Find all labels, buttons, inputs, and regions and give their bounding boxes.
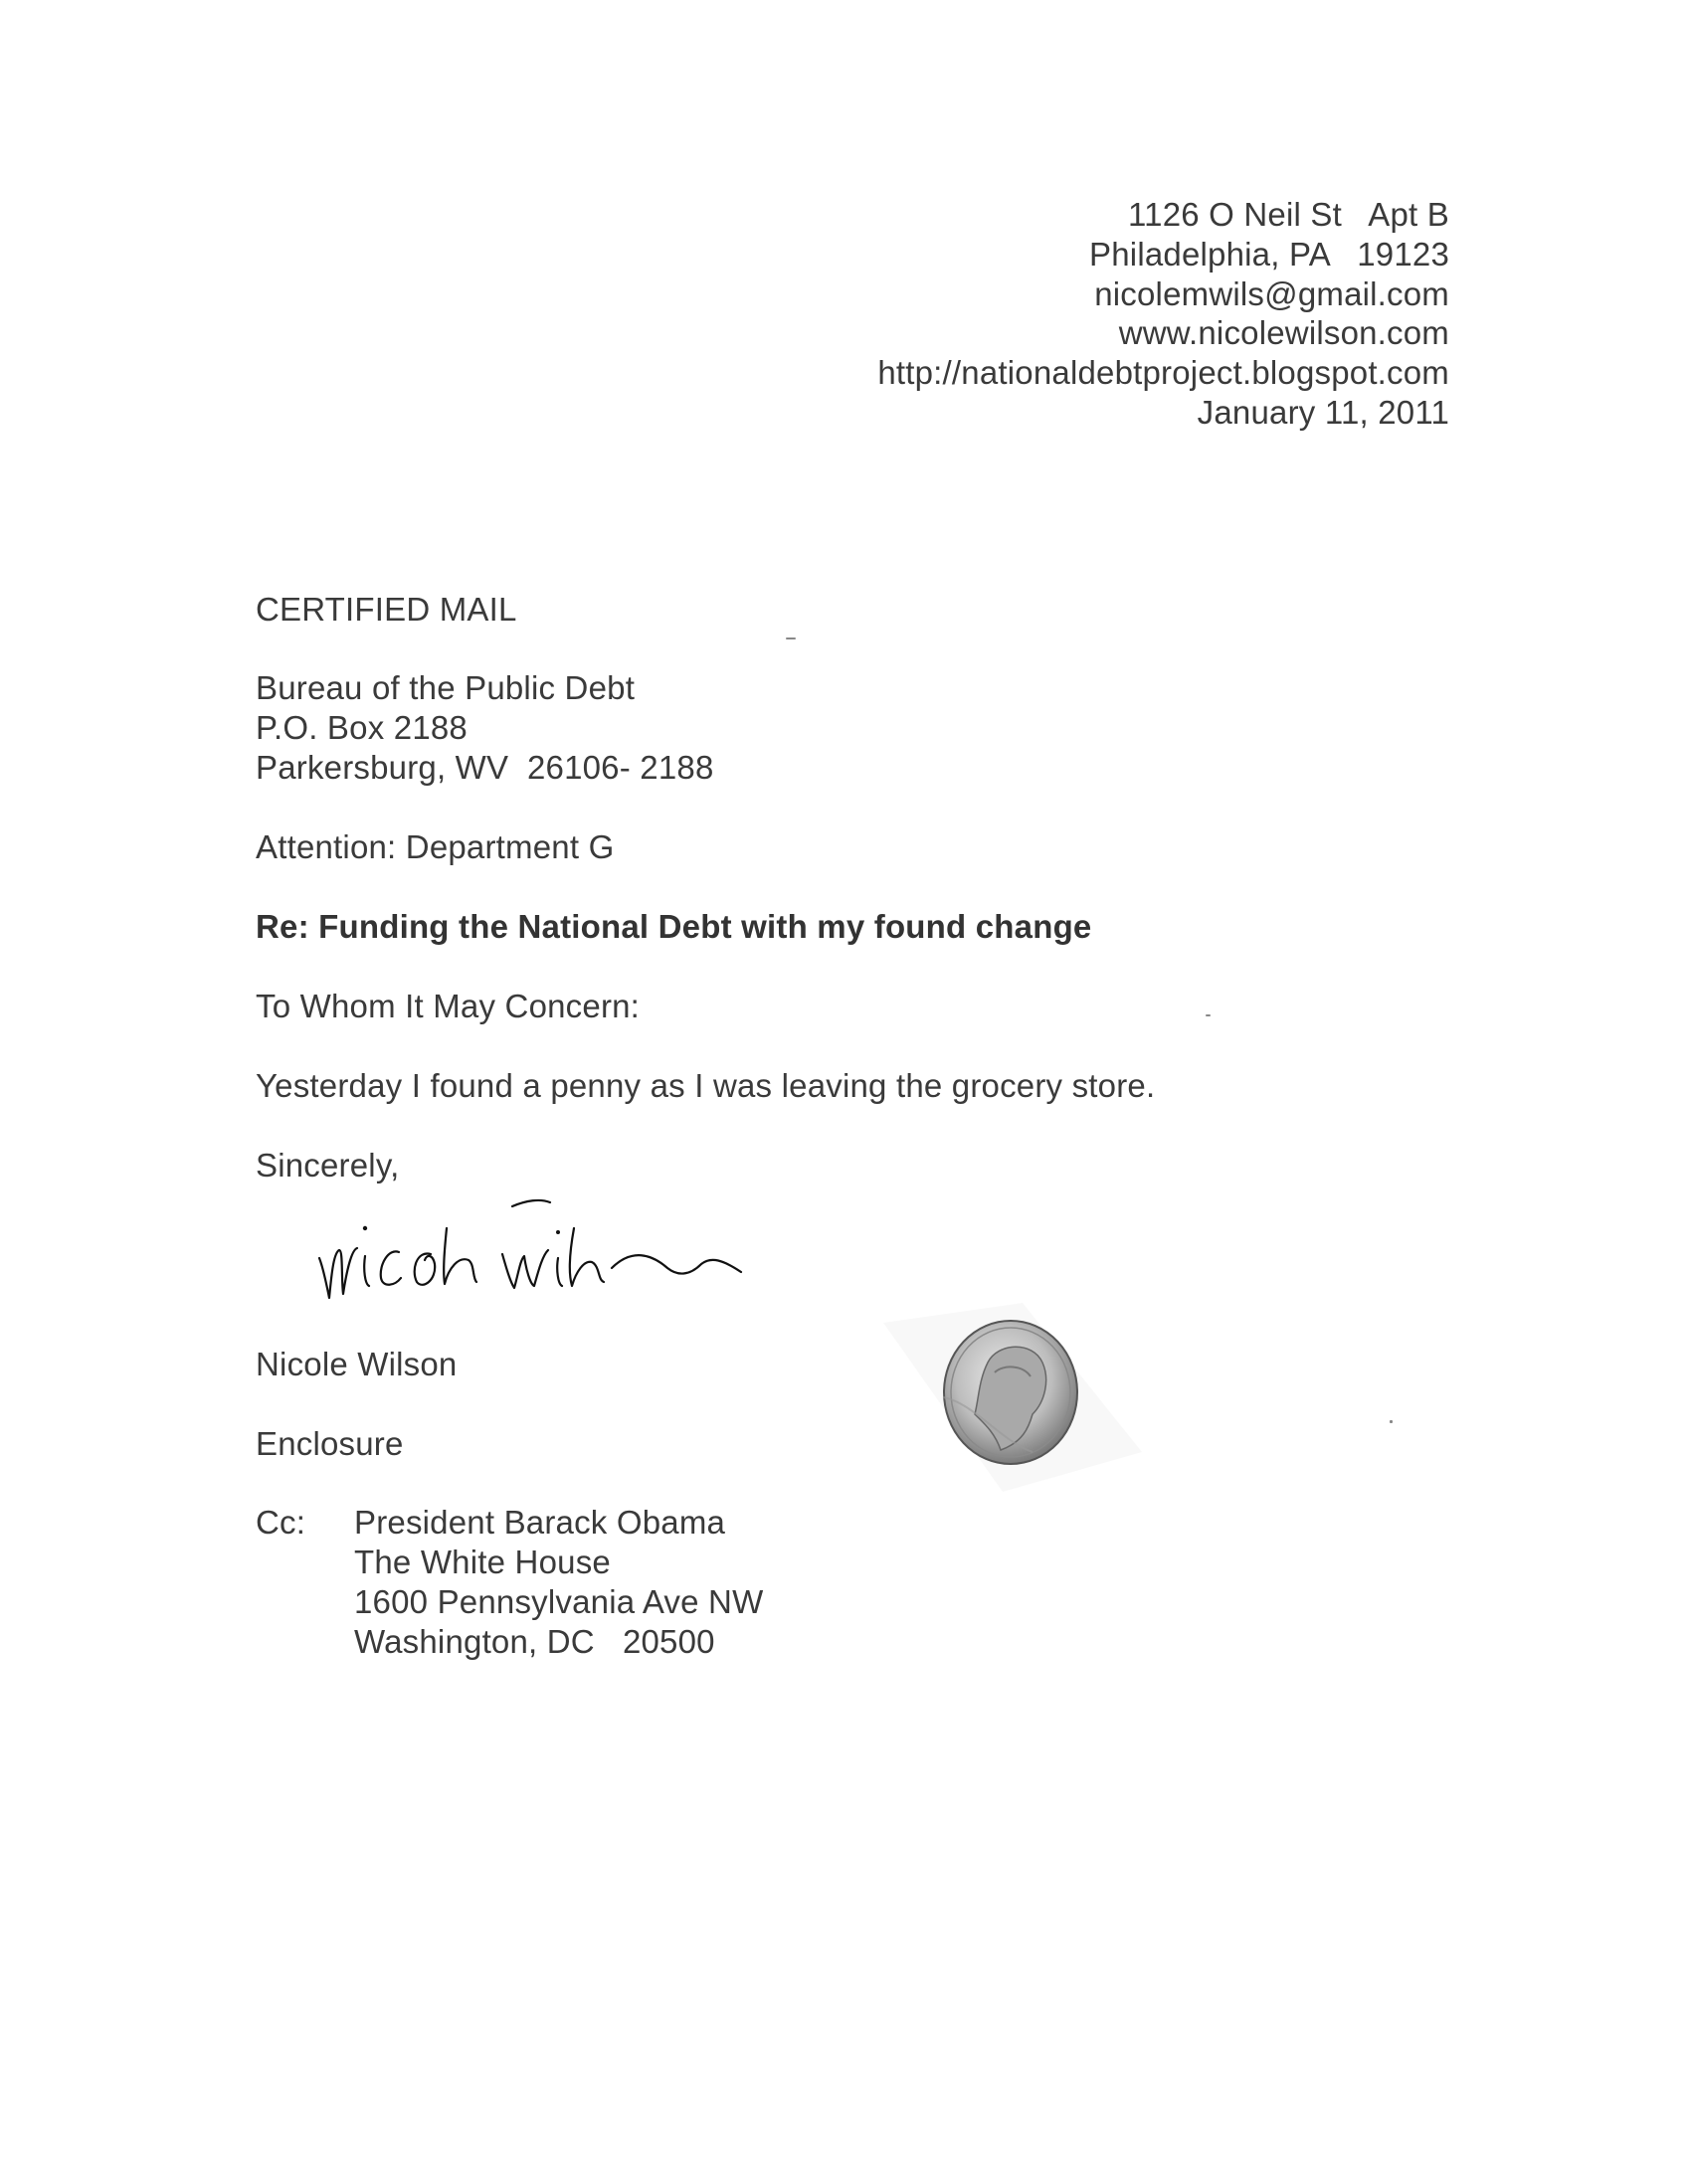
enclosure-label: Enclosure bbox=[256, 1425, 404, 1462]
sender-website: www.nicolewilson.com bbox=[1118, 314, 1449, 351]
subject-line: Re: Funding the National Debt with my found change bbox=[256, 908, 1092, 945]
signer-name: Nicole Wilson bbox=[256, 1346, 458, 1382]
recipient-city-state-zip: Parkersburg, WV 26106- 2188 bbox=[256, 749, 714, 786]
cc-label: Cc: bbox=[256, 1504, 306, 1541]
scan-speck bbox=[1206, 1014, 1211, 1016]
sender-street: 1126 O Neil St Apt B bbox=[1128, 196, 1449, 233]
cc-line: The White House bbox=[354, 1544, 611, 1580]
scan-speck bbox=[786, 637, 796, 639]
closing: Sincerely, bbox=[256, 1147, 400, 1183]
letter-date: January 11, 2011 bbox=[1197, 394, 1449, 431]
sender-blog: http://nationaldebtproject.blogspot.com bbox=[877, 354, 1449, 391]
salutation: To Whom It May Concern: bbox=[256, 988, 641, 1024]
signature-image bbox=[313, 1198, 811, 1318]
cc-line: President Barack Obama bbox=[354, 1504, 726, 1541]
sender-city-state-zip: Philadelphia, PA 19123 bbox=[1089, 236, 1449, 273]
cc-line: Washington, DC 20500 bbox=[354, 1623, 715, 1660]
scan-speck bbox=[1390, 1420, 1393, 1423]
penny-coin-image bbox=[883, 1303, 1142, 1492]
recipient-name: Bureau of the Public Debt bbox=[256, 669, 636, 706]
mail-type: CERTIFIED MAIL bbox=[256, 591, 517, 628]
sender-email: nicolemwils@gmail.com bbox=[1094, 275, 1449, 312]
letter-body: Yesterday I found a penny as I was leaving the grocery store. bbox=[256, 1067, 1156, 1104]
cc-line: 1600 Pennsylvania Ave NW bbox=[354, 1583, 764, 1620]
recipient-po-box: P.O. Box 2188 bbox=[256, 709, 468, 746]
attention-line: Attention: Department G bbox=[256, 828, 615, 865]
